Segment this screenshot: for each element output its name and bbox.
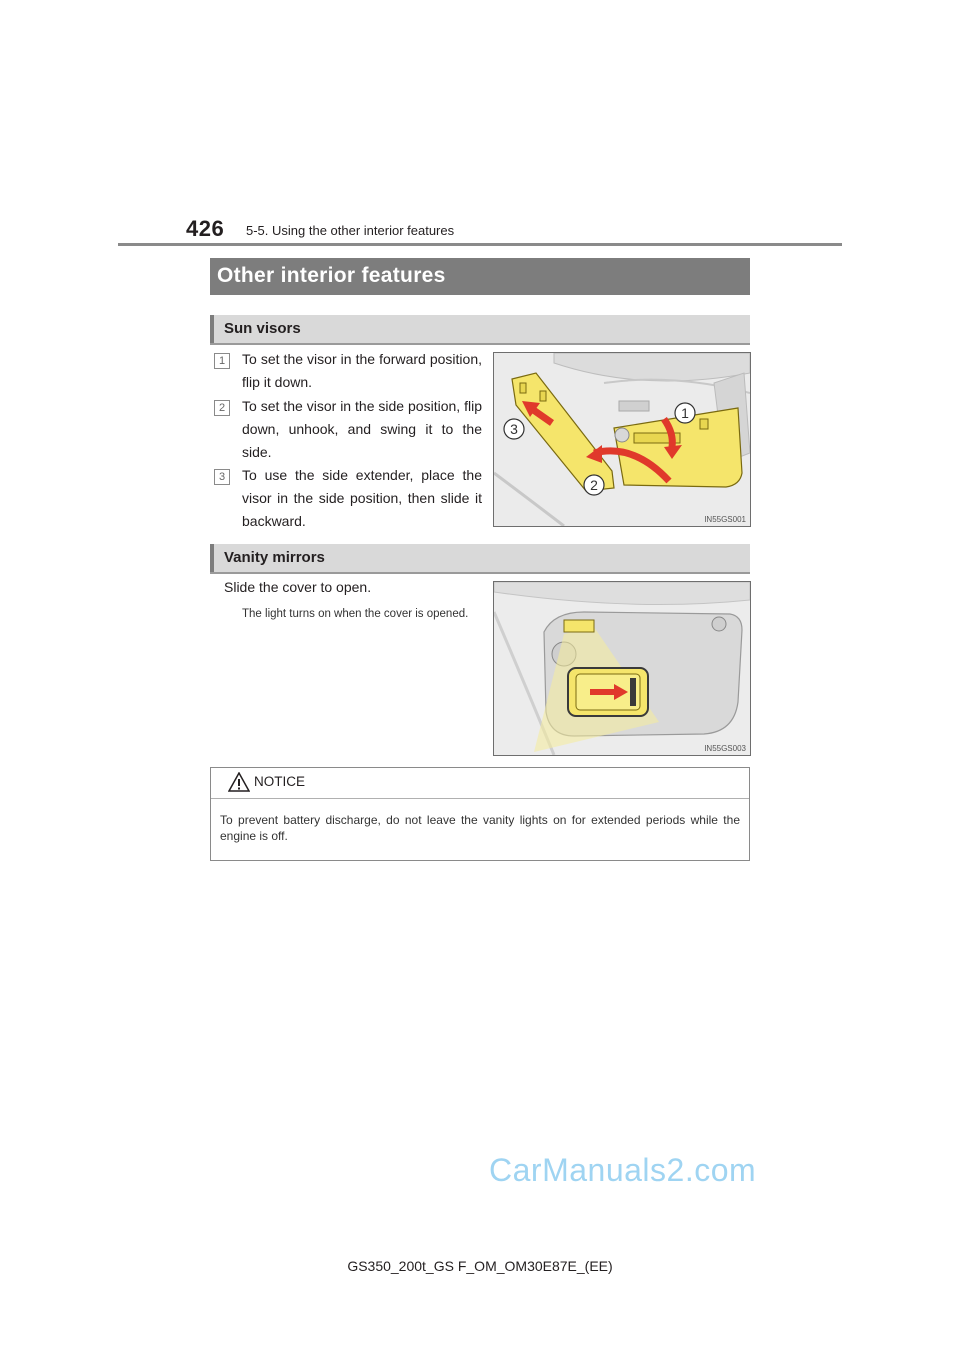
vanity-mirror-illustration xyxy=(494,582,750,755)
notice-header xyxy=(211,768,749,799)
sun-visors-heading-text: Sun visors xyxy=(224,320,301,337)
footer-code: GS350_200t_GS F_OM_OM30E87E_(EE) xyxy=(347,1258,613,1274)
mirror-instruction: Slide the cover to open. xyxy=(224,579,372,595)
vanity-mirror-figure-code: IN55GS003 xyxy=(704,744,746,753)
vanity-mirrors-heading-text: Vanity mirrors xyxy=(224,549,325,566)
section-title: Other interior features xyxy=(217,264,446,287)
callout-3: 3 xyxy=(510,421,518,437)
mirror-note: The light turns on when the cover is opened. xyxy=(242,608,469,620)
notice-box xyxy=(210,767,750,861)
step-3-text: To use the side extender, place the visor in the side position, then slide it backward. xyxy=(242,467,482,529)
step-3-number: 3 xyxy=(214,469,230,485)
sun-visors-heading xyxy=(210,315,750,345)
vanity-mirror-figure xyxy=(493,581,751,756)
watermark: CarManuals2.com xyxy=(489,1152,757,1188)
step-2-number: 2 xyxy=(214,400,230,416)
sun-visor-illustration xyxy=(494,353,750,526)
step-1-text: To set the visor in the forward position, flip it down. xyxy=(242,351,482,390)
vanity-mirrors-heading xyxy=(210,544,750,574)
step-1-number: 1 xyxy=(214,353,230,369)
warning-icon xyxy=(228,772,250,792)
sun-visor-figure-code: IN55GS001 xyxy=(704,515,746,524)
callout-1: 1 xyxy=(681,405,689,421)
notice-label: NOTICE xyxy=(254,774,306,789)
step-2-text: To set the visor in the side position, flip down, unhook, and swing it to the side. xyxy=(242,398,482,460)
sun-visor-figure xyxy=(493,352,751,527)
notice-text: To prevent battery discharge, do not leave the vanity lights on for extended periods while the engine is off. xyxy=(220,813,740,843)
section-banner xyxy=(210,258,750,295)
chapter-title: 5-5. Using the other interior features xyxy=(246,223,455,238)
header-rule xyxy=(118,243,842,246)
page-number: 426 xyxy=(186,216,225,241)
callout-2: 2 xyxy=(590,477,598,493)
